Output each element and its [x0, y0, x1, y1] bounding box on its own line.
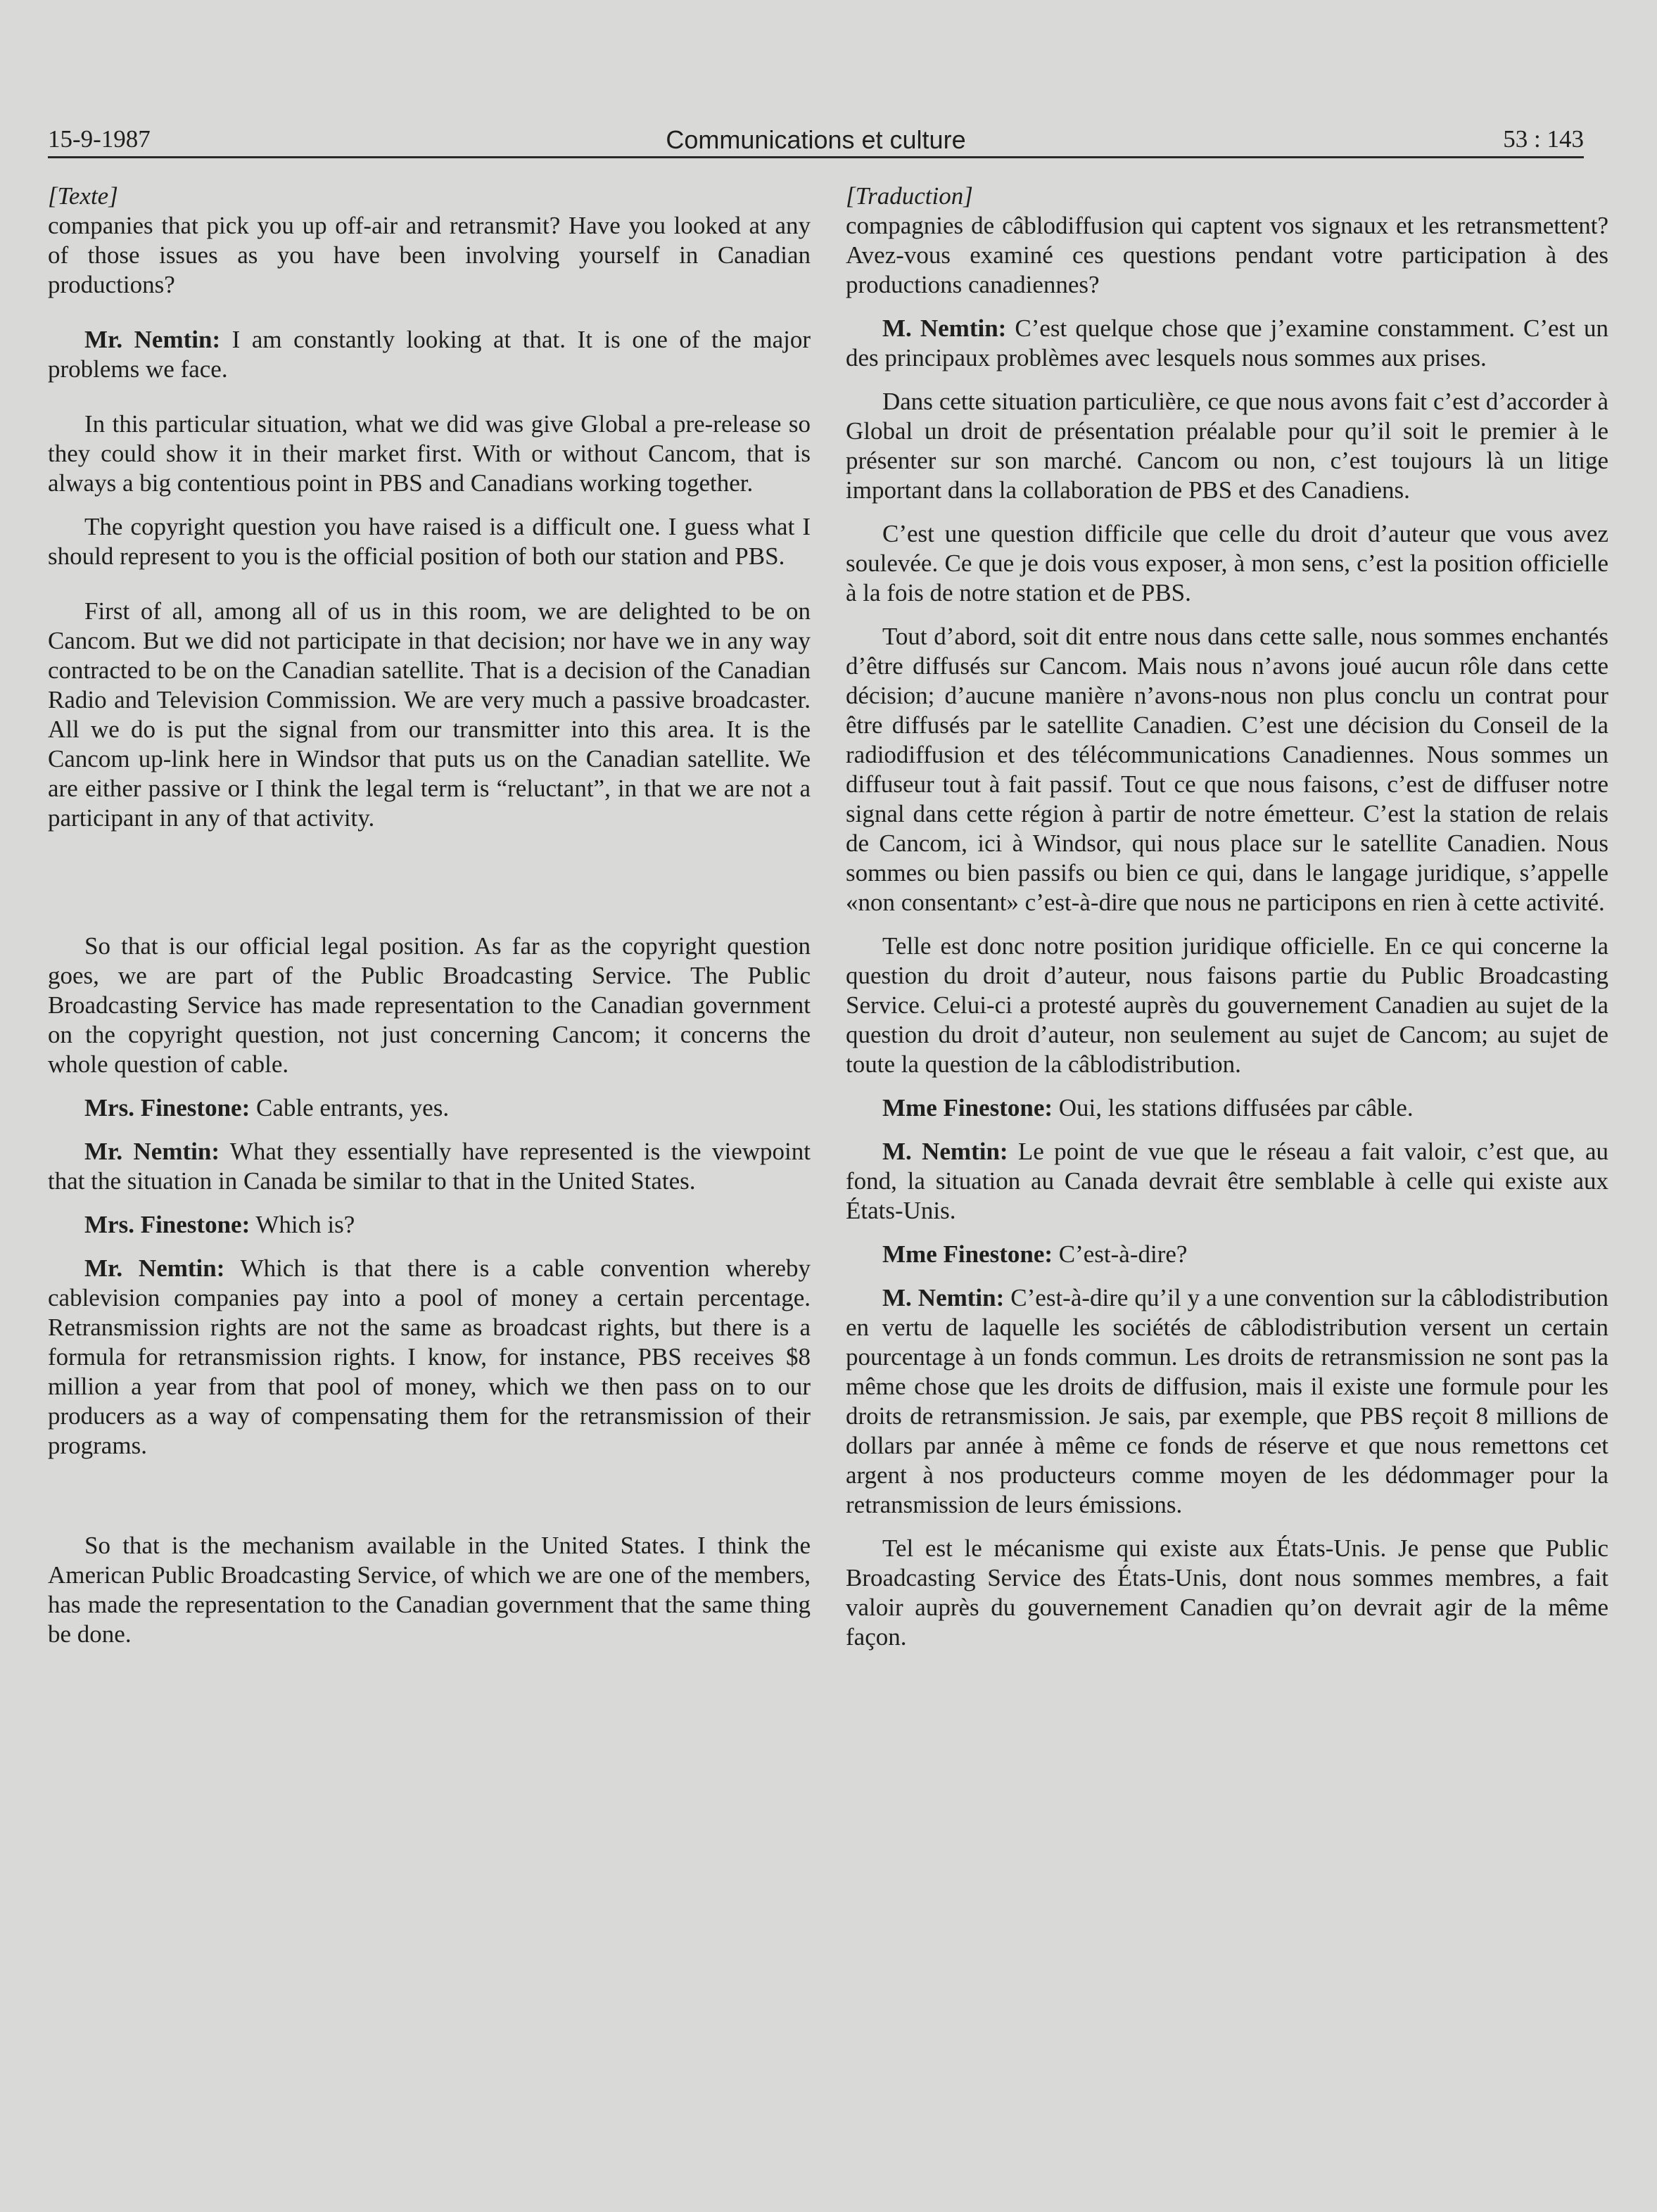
speaker-label: M. Nemtin:	[882, 314, 1007, 342]
paragraph	[48, 325, 811, 384]
speaker-label: Mme Finestone:	[882, 1094, 1053, 1121]
paragraph: companies that pick you up off-air and retransmit? Have you looked at any of those issues as you have been involving yourself in Canadian productions?	[48, 212, 811, 298]
speaker-label: Mr. Nemtin:	[84, 1138, 220, 1165]
header-rule	[48, 156, 1584, 158]
french-column	[846, 182, 1608, 1666]
paragraph: In this particular situation, what we did was give Global a pre-release so they could show it in their market first. With or without Cancom, that is always a big contentious point in PBS and Canadians working together.	[48, 410, 811, 497]
language-marker: [Texte]	[48, 182, 118, 210]
header-title: Communications et culture	[666, 125, 966, 154]
speaker-label: Mrs. Finestone:	[84, 1094, 250, 1121]
speaker-label: Mr. Nemtin:	[84, 326, 221, 353]
paragraph	[846, 1093, 1608, 1123]
paragraph: Tout d’abord, soit dit entre nous dans cette salle, nous sommes enchantés d’être diffusés sur Cancom. Mais nous n’avons joué aucun rôle dans cette décision; d’aucune manière n’avons-nous non plus conclu un contrat pour être diffusés par le satellite Canadien. C’est une décision du Conseil de la radiodiffusion et des télécommunications Canadiennes. Nous sommes un diffuseur tout à fait passif. Tout ce que nous faisons, c’est de diffuser notre signal dans cette région à partir de notre émetteur. C’est la station de relais de Cancom, ici à Windsor, qui nous place sur le satellite Canadien. Nous sommes ou bien passifs ou bien ce qui, dans le langage juridique, s’appelle «non consentant» c’est-à-dire que nous ne participons en rien à cette activité.	[846, 623, 1608, 916]
header-date: 15-9-1987	[48, 125, 151, 153]
speech-text: Cable entrants, yes.	[250, 1094, 450, 1121]
paragraph: C’est une question difficile que celle du droit d’auteur que vous avez soulevée. Ce que je dois vous exposer, à mon sens, c’est la position officielle à la fois de notre station et de PBS.	[846, 520, 1608, 606]
header-page-number: 53 : 143	[1503, 125, 1584, 153]
page-header	[48, 125, 1584, 160]
language-marker: [Traduction]	[846, 182, 973, 210]
speech-text: C’est-à-dire?	[1053, 1240, 1188, 1268]
speaker-label: M. Nemtin:	[882, 1284, 1005, 1311]
paragraph: So that is the mechanism available in the United States. I think the American Public Broadcasting Service, of which we are one of the members, has made the representation to the Canadian government that the same thing be done.	[48, 1532, 811, 1648]
paragraph: Dans cette situation particulière, ce que nous avons fait c’est d’accorder à Global un droit de présentation préalable pour qu’il soit le premier à le présenter sur son marché. Cancom ou non, c’est toujours là un litige important dans la collaboration de PBS et des Canadiens.	[846, 388, 1608, 504]
paragraph: The copyright question you have raised is a difficult one. I guess what I should represent to you is the official position of both our station and PBS.	[48, 513, 811, 570]
paragraph	[48, 1137, 811, 1196]
paragraph: Telle est donc notre position juridique officielle. En ce qui concerne la question du droit d’auteur, nous faisons partie du Public Broadcasting Service. Celui-ci a protesté auprès du gouvernement Canadien au sujet de la question du droit d’auteur, non seulement au sujet de Cancom; au sujet de toute la question de la câblodistribution.	[846, 932, 1608, 1078]
speech-text: Which is that there is a cable convention whereby cablevision companies pay into a pool of money a certain percentage. Retransmission rights are not the same as broadcast rights, but there is a formula for retransmission rights. I know, for instance, PBS receives $8 million a year from that pool of money, which we then pass on to our producers as a way of compensating them for the retransmission of their programs.	[48, 1254, 811, 1459]
paragraph	[48, 1093, 811, 1123]
speech-text: C’est-à-dire qu’il y a une convention sur la câblodistribution en vertu de laquelle les sociétés de câblodistribution versent un certain pourcentage à un fonds commun. Les droits de retransmission ne sont pas la même chose que les droits de diffusion, mais il existe une formule pour les droits de retransmission. Je sais, par exemple, que PBS reçoit 8 millions de dollars par année à même ce fonds de réserve et que nous remettons cet argent à nos producteurs comme moyen de les dédommager pour la retransmission de leurs émissions.	[846, 1284, 1608, 1518]
paragraph	[48, 1210, 811, 1240]
speech-text: What they essentially have represented is the viewpoint that the situation in Canada be similar to that in the United States.	[48, 1138, 811, 1195]
speech-text: I am constantly looking at that. It is one of the major problems we face.	[48, 326, 811, 383]
paragraph	[846, 314, 1608, 373]
speech-text: C’est quelque chose que j’examine constamment. C’est un des principaux problèmes avec lesquels nous sommes aux prises.	[846, 314, 1608, 371]
speech-text: Le point de vue que le réseau a fait valoir, c’est que, au fond, la situation au Canada devrait être semblable à celle qui existe aux États-Unis.	[846, 1138, 1608, 1224]
paragraph	[846, 1240, 1608, 1269]
speaker-label: Mrs. Finestone:	[84, 1211, 250, 1238]
paragraph: So that is our official legal position. As far as the copyright question goes, we are part of the Public Broadcasting Service. The Public Broadcasting Service has made representation to the Canadian government on the copyright question, not just concerning Cancom; it concerns the whole question of cable.	[48, 932, 811, 1078]
speech-text: Which is?	[250, 1211, 355, 1238]
speaker-label: Mr. Nemtin:	[84, 1254, 225, 1282]
speaker-label: M. Nemtin:	[882, 1138, 1008, 1165]
paragraph: Tel est le mécanisme qui existe aux États-Unis. Je pense que Public Broadcasting Service des États-Unis, dont nous sommes membres, a fait valoir auprès du gouvernement Canadien qu’on devrait agir de la même façon.	[846, 1534, 1608, 1651]
paragraph	[48, 1254, 811, 1461]
speaker-label: Mme Finestone:	[882, 1240, 1053, 1268]
english-column	[48, 182, 811, 1663]
paragraph: First of all, among all of us in this room, we are delighted to be on Cancom. But we did not participate in that decision; nor have we in any way contracted to be on the Canadian satellite. That is a decision of the Canadian Radio and Television Commission. We are very much a passive broadcaster. All we do is put the signal from our transmitter into this area. It is the Cancom up-link here in Windsor that puts us on the Canadian satellite. We are either passive or I think the legal term is “reluctant”, in that we are not a participant in any of that activity.	[48, 597, 811, 832]
paragraph	[846, 1283, 1608, 1520]
paragraph: compagnies de câblodiffusion qui captent vos signaux et les retransmettent? Avez-vous examiné ces questions pendant votre participation à des productions canadiennes?	[846, 212, 1608, 298]
paragraph	[846, 1137, 1608, 1226]
speech-text: Oui, les stations diffusées par câble.	[1053, 1094, 1414, 1121]
